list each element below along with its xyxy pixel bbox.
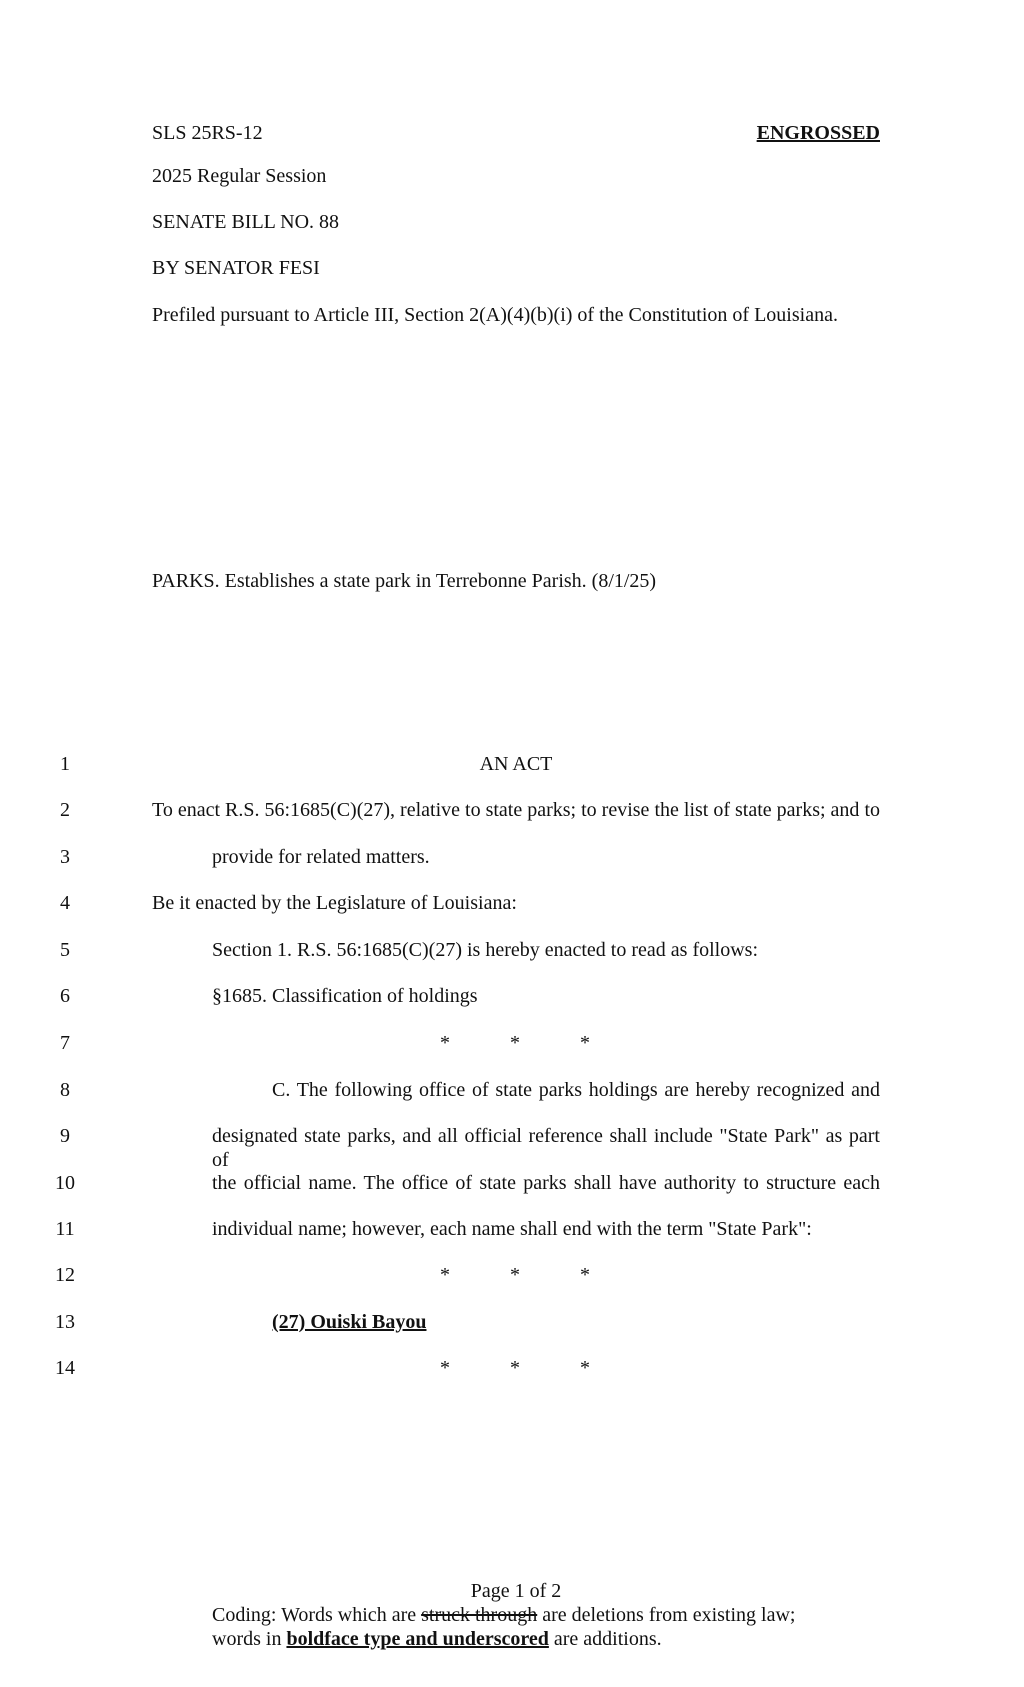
star: *	[580, 1357, 590, 1379]
title-line-2: To enact R.S. 56:1685(C)(27), relative to state parks; to revise the list of state parks; and to	[152, 799, 880, 821]
star: *	[580, 1032, 590, 1054]
coding-text: are deletions from existing law;	[537, 1604, 796, 1626]
coding-text: words in	[212, 1628, 287, 1650]
line-number: 5	[60, 939, 70, 961]
omission-stars	[440, 1031, 590, 1055]
bill-number: SENATE BILL NO. 88	[152, 211, 340, 233]
star: *	[580, 1264, 590, 1286]
subsection-c-line-4: individual name; however, each name shall end with the term "State Park":	[212, 1218, 812, 1240]
subsection-c-line-3: the official name. The office of state parks shall have authority to structure each	[212, 1172, 880, 1194]
omission-stars	[440, 1263, 590, 1287]
enacting-clause: Be it enacted by the Legislature of Louisiana:	[152, 892, 517, 914]
coding-text: are additions.	[548, 1628, 662, 1650]
session-label: 2025 Regular Session	[152, 165, 327, 187]
line-number: 7	[60, 1032, 70, 1054]
boldface-sample: boldface type and underscored	[286, 1628, 549, 1650]
line-number: 1	[60, 753, 70, 775]
line-number: 12	[55, 1264, 75, 1286]
line-number: 13	[55, 1311, 75, 1333]
document-id: SLS 25RS-12	[152, 122, 263, 144]
star: *	[440, 1032, 450, 1054]
star: *	[510, 1032, 520, 1054]
title-line-3: provide for related matters.	[212, 846, 430, 868]
section-heading: §1685. Classification of holdings	[212, 985, 478, 1007]
star: *	[510, 1357, 520, 1379]
page-number: Page 1 of 2	[470, 1580, 562, 1602]
struck-through-sample: struck through	[421, 1604, 538, 1626]
digest-line: PARKS. Establishes a state park in Terrebonne Parish. (8/1/25)	[152, 570, 657, 592]
coding-note-line-1	[212, 1603, 795, 1627]
subsection-c-line-1: C. The following office of state parks holdings are hereby recognized and	[272, 1079, 880, 1101]
line-number: 11	[55, 1218, 75, 1240]
line-number: 10	[55, 1172, 75, 1194]
line-number: 14	[55, 1357, 75, 1379]
star: *	[440, 1264, 450, 1286]
act-title: AN ACT	[479, 753, 553, 775]
engrossed-label: ENGROSSED	[756, 122, 880, 144]
line-number: 3	[60, 846, 70, 868]
star: *	[440, 1357, 450, 1379]
author-line: BY SENATOR FESI	[152, 257, 320, 279]
line-number: 2	[60, 799, 70, 821]
line-number: 9	[60, 1125, 70, 1147]
prefiled-note: Prefiled pursuant to Article III, Section 2(A)(4)(b)(i) of the Constitution of Louisiana.	[152, 304, 838, 326]
subsection-c-line-2: designated state parks, and all official reference shall include "State Park" as part of	[212, 1125, 880, 1171]
new-park-entry: (27) Ouiski Bayou	[272, 1311, 427, 1333]
line-number: 6	[60, 985, 70, 1007]
omission-stars	[440, 1356, 590, 1380]
line-number: 4	[60, 892, 70, 914]
coding-note-line-2	[212, 1627, 662, 1651]
star: *	[510, 1264, 520, 1286]
line-number: 8	[60, 1079, 70, 1101]
section-1: Section 1. R.S. 56:1685(C)(27) is hereby enacted to read as follows:	[212, 939, 758, 961]
coding-text: Coding: Words which are	[212, 1604, 422, 1626]
